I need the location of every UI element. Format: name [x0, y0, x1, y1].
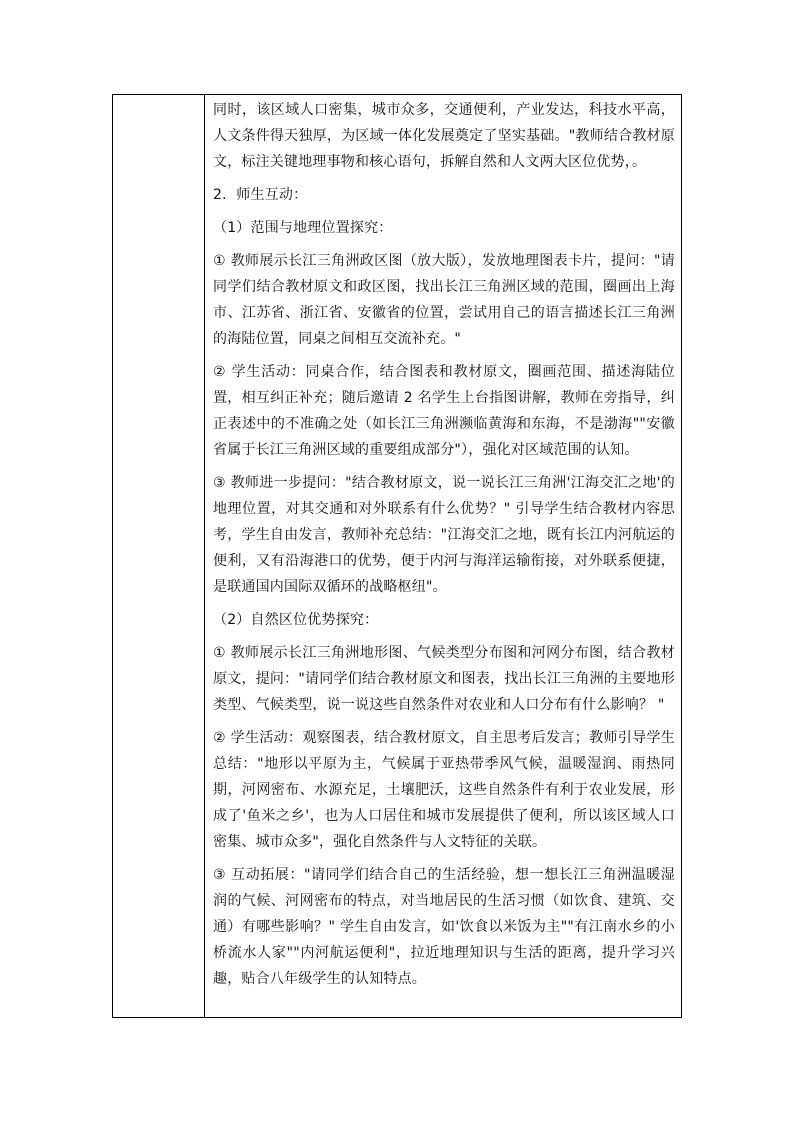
paragraph-location-step-2: ② 学生活动：同桌合作，结合图表和教材原文，圈画范围、描述海陆位置，相互纠正补充；随后邀请 2 名学生上台指图讲解，教师在旁指导，纠正表述中的不准确之处（如长江三角洲濒临黄海和东海，不是渤海""安徽省属于长江三角洲区域的重要组成部分"），强化对区域范围的认知。	[213, 364, 675, 458]
paragraph-intro: 同时，该区域人口密集，城市众多，交通便利，产业发达，科技水平高，人文条件得天独厚，为区域一体化发展奠定了坚实基础。"教师结合教材原文，标注关键地理事物和核心语句，拆解自然和人文两大区位优势，。	[213, 102, 675, 170]
paragraph-heading-natural: （2）自然区位优势探究：	[213, 612, 379, 628]
table-left-cell	[113, 95, 205, 1017]
table-right-cell	[205, 95, 683, 1017]
paragraph-natural-step-1: ① 教师展示长江三角洲地形图、气候类型分布图和河网分布图，结合教材原文，提问："请同学们结合教材原文和图表，找出长江三角洲的主要地形类型、气候类型，说一说这些自然条件对农业和人口分布有什么影响？ "	[213, 645, 675, 713]
paragraph-natural-step-2: ② 学生活动：观察图表，结合教材原文，自主思考后发言；教师引导学生总结："地形以平原为主，气候属于亚热带季风气候，温暖湿润、雨热同期，河网密布、水源充足，土壤肥沃，这些自然条件有利于农业发展，形成了'鱼米之乡'，也为人口居住和城市发展提供了便利，所以该区域人口密集、城市众多"，强化自然条件与人文特征的关联。	[213, 730, 675, 850]
paragraph-natural-step-3: ③ 互动拓展："请同学们结合自己的生活经验，想一想长江三角洲温暖湿润的气候、河网密布的特点，对当地居民的生活习惯（如饮食、建筑、交通）有哪些影响？" 学生自由发言，如'饮食以米饭为主""有江南水乡的小桥流水人家""内河航运便利"，拉近地理知识与生活的距离，提升学习兴趣，贴合八年级学生的认知特点。	[213, 867, 675, 987]
paragraph-heading-interaction: 2．师生互动：	[213, 187, 308, 203]
paragraph-location-step-1: ① 教师展示长江三角洲政区图（放大版），发放地理图表卡片，提问："请同学们结合教材原文和政区图，找出长江三角洲区域的范围，圈画出上海市、江苏省、浙江省、安徽省的位置，尝试用自己的语言描述长江三角洲的海陆位置，同桌之间相互交流补充。"	[213, 253, 675, 347]
lesson-table	[112, 94, 682, 1018]
paragraph-heading-location: （1）范围与地理位置探究：	[213, 220, 393, 236]
paragraph-location-step-3: ③ 教师进一步提问："结合教材原文，说一说长江三角洲'江海交汇之地'的地理位置，对其交通和对外联系有什么优势？" 引导学生结合教材内容思考，学生自由发言，教师补充总结："江海交汇之地，既有长江内河航运的便利，又有沿海港口的优势，便于内河与海洋运输衔接，对外联系便捷，是联通国内国际双循环的战略枢纽"。	[213, 475, 675, 595]
